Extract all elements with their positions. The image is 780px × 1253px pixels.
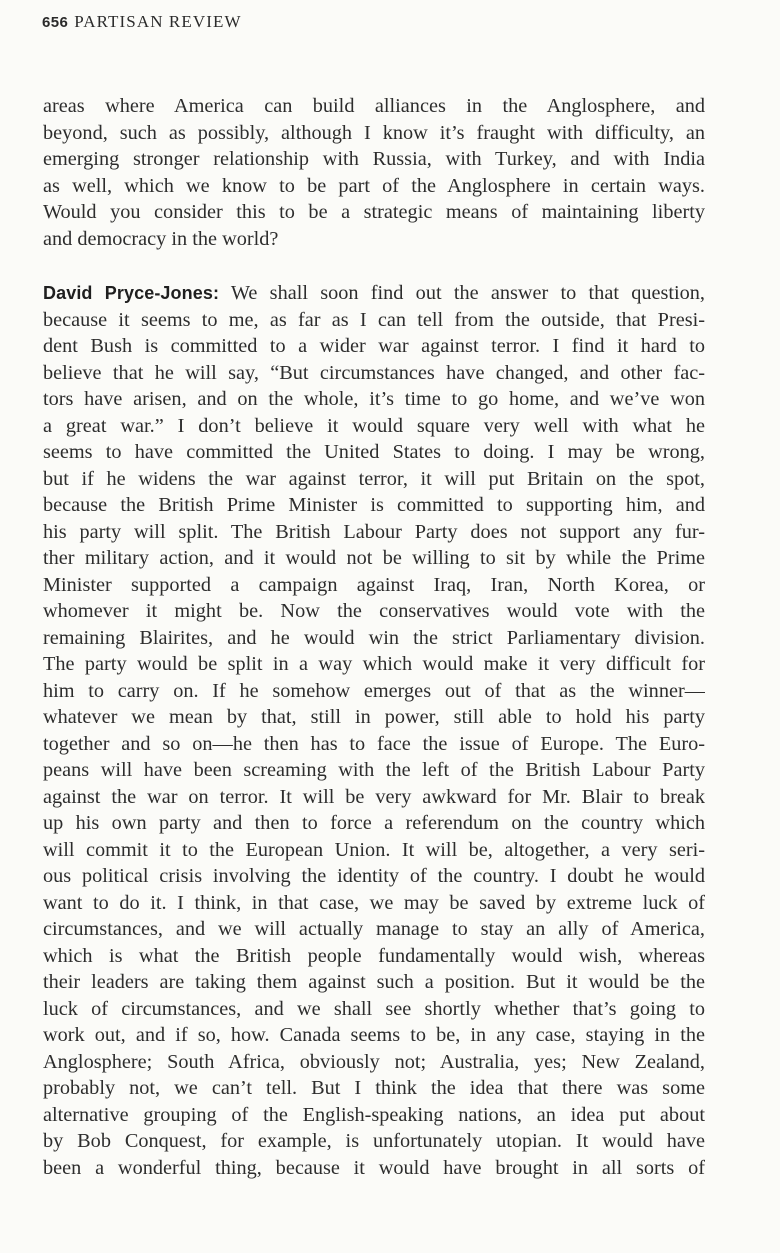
text-line: tors have arisen, and on the whole, it’s time to go home, and we’ve won bbox=[43, 388, 705, 410]
text-line: areas where America can build alliances in the Anglosphere, and bbox=[43, 95, 705, 117]
text-line: by Bob Conquest, for example, is unfortunately utopian. It would have bbox=[43, 1130, 705, 1152]
text-line: alternative grouping of the English-speaking nations, an idea put about bbox=[43, 1103, 705, 1126]
text-line: whatever we mean by that, still in power, still able to hold his party bbox=[43, 706, 705, 728]
text-line: remaining Blairites, and he would win the strict Parliamentary division. bbox=[43, 626, 705, 649]
text-line: luck of circumstances, and we shall see shortly whether that’s going to bbox=[43, 997, 705, 1020]
text-line: whomever it might be. Now the conservatives would vote with the bbox=[43, 600, 705, 622]
text-line: but if he widens the war against terror, it will put Britain on the spot, bbox=[43, 467, 705, 490]
text-line bbox=[43, 280, 705, 307]
question-paragraph bbox=[43, 93, 705, 252]
text-line: their leaders are taking them against such a position. But it would be the bbox=[43, 971, 705, 993]
text-line: ous political crisis involving the identity of the country. I doubt he would bbox=[43, 865, 705, 887]
text-line: circumstances, and we will actually manage to stay an ally of America, bbox=[43, 918, 705, 940]
text-line: The party would be split in a way which would make it very difficult for bbox=[43, 653, 705, 675]
text-line: Would you consider this to be a strategic means of maintaining liberty bbox=[43, 201, 705, 223]
text-line: dent Bush is committed to a wider war against terror. I find it hard to bbox=[43, 335, 705, 357]
text-line: work out, and if so, how. Canada seems to be, in any case, staying in the bbox=[43, 1024, 705, 1046]
text-line: seems to have committed the United States to doing. I may be wrong, bbox=[43, 441, 705, 463]
text-line: Anglosphere; South Africa, obviously not; Australia, yes; New Zealand, bbox=[43, 1050, 705, 1073]
text-line: as well, which we know to be part of the Anglosphere in certain ways. bbox=[43, 174, 705, 197]
text-line: probably not, we can’t tell. But I think the idea that there was some bbox=[43, 1077, 705, 1099]
text-line: together and so on—he then has to face the issue of Europe. The Euro- bbox=[43, 732, 705, 755]
text-line: want to do it. I think, in that case, we may be saved by extreme luck of bbox=[43, 891, 705, 914]
page-number: 656 bbox=[42, 14, 69, 31]
text-line: a great war.” I don’t believe it would square very well with what he bbox=[43, 414, 705, 437]
answer-paragraph bbox=[43, 280, 705, 1181]
text-line: peans will have been screaming with the left of the British Labour Party bbox=[43, 759, 705, 781]
text-line: will commit it to the European Union. It will be, altogether, a very seri- bbox=[43, 838, 705, 861]
text-line: Minister supported a campaign against Iraq, Iran, North Korea, or bbox=[43, 573, 705, 596]
text-line: emerging stronger relationship with Russia, with Turkey, and with India bbox=[43, 148, 705, 170]
text-line: ther military action, and it would not be willing to sit by while the Prime bbox=[43, 547, 705, 569]
text-line: been a wonderful thing, because it would have brought in all sorts of bbox=[43, 1156, 705, 1179]
text-line: believe that he will say, “But circumstances have changed, and other fac- bbox=[43, 361, 705, 384]
text-line: and democracy in the world? bbox=[43, 227, 279, 250]
text-line: up his own party and then to force a referendum on the country which bbox=[43, 812, 705, 834]
journal-title: PARTISAN REVIEW bbox=[74, 12, 242, 31]
text-line: which is what the British people fundamentally would wish, whereas bbox=[43, 944, 705, 967]
speaker-name: David Pryce-Jones: bbox=[43, 283, 220, 303]
text-line: because it seems to me, as far as I can tell from the outside, that Presi- bbox=[43, 308, 705, 331]
text-line: against the war on terror. It will be very awkward for Mr. Blair to break bbox=[43, 785, 705, 808]
running-head bbox=[42, 12, 242, 32]
text-line: him to carry on. If he somehow emerges out of that as the winner— bbox=[43, 679, 705, 702]
text-line: beyond, such as possibly, although I know it’s fraught with difficulty, an bbox=[43, 121, 705, 144]
speaker-first-line: We shall soon find out the answer to that question, bbox=[219, 282, 705, 304]
text-line: his party will split. The British Labour Party does not support any fur- bbox=[43, 520, 705, 543]
text-line: because the British Prime Minister is committed to supporting him, and bbox=[43, 494, 705, 516]
